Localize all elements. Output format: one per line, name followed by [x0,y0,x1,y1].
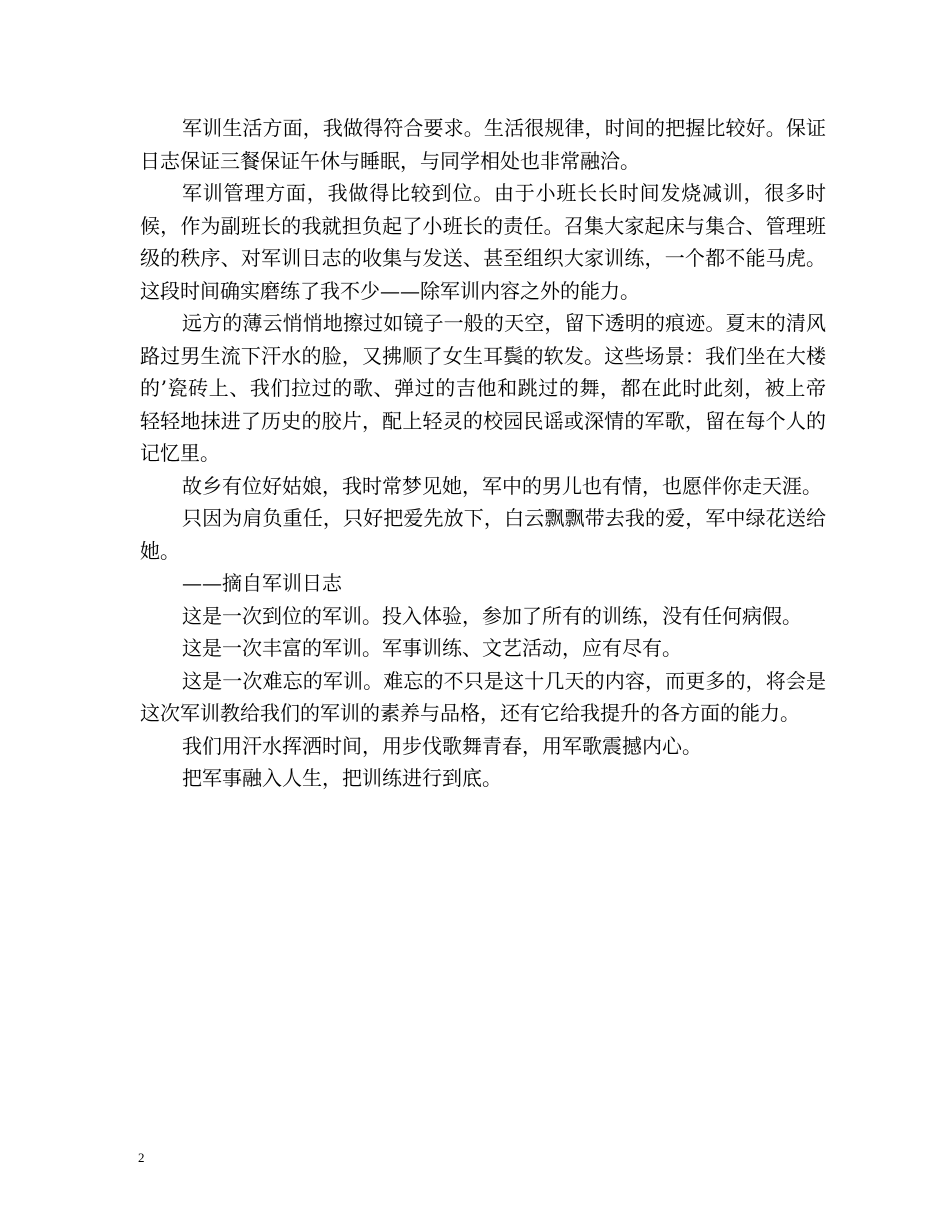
paragraph-life: 军训生活方面，我做得符合要求。生活很规律，时间的把握比较好。保证日志保证三餐保证午休与睡眠，与同学相处也非常融洽。 [140,116,826,173]
paragraph-summary-3: 这是一次难忘的军训。难忘的不只是这十几天的内容，而更多的，将会是这次军训教给我们的军训的素养与品格，还有它给我提升的各方面的能力。 [140,668,826,725]
paragraph-closing-1: 我们用汗水挥洒时间，用步伐歌舞青春，用军歌震撼内心。 [182,733,702,758]
paragraph-summary-1: 这是一次到位的军训。投入体验，参加了所有的训练，没有任何病假。 [182,603,802,628]
document-body [140,112,826,795]
paragraph-closing-2: 把军事融入人生，把训练进行到底。 [182,766,502,790]
paragraph-scenery: 远方的薄云悄悄地擦过如镜子一般的天空，留下透明的痕迹。夏末的清风路过男生流下汗水的脸，又拂顺了女生耳鬓的软发。这些场景：我们坐在大楼的’瓷砖上、我们拉过的歌、弹过的吉他和跳过的舞，都在此时此刻，被上帝轻轻地抹进了历史的胶片，配上轻灵的校园民谣或深情的军歌，留在每个人的记忆里。 [140,311,826,465]
paragraph-song-verse-1: 故乡有位好姑娘，我时常梦见她，军中的男儿也有情，也愿伴你走天涯。 [182,473,822,498]
paragraph-song-verse-2: 只因为肩负重任，只好把爱先放下，白云飘飘带去我的爱，军中绿花送给她。 [140,506,826,563]
paragraph-summary-2: 这是一次丰富的军训。军事训练、文艺活动，应有尽有。 [182,636,682,660]
page-number: 2 [138,1150,145,1165]
paragraph-management: 军训管理方面，我做得比较到位。由于小班长长时间发烧减训，很多时候，作为副班长的我就担负起了小班长的责任。召集大家起床与集合、管理班级的秩序、对军训日志的收集与发送、甚至组织大家训练，一个都不能马虎。这段时间确实磨练了我不少——除军训内容之外的能力。 [140,181,826,303]
paragraph-source-note: ——摘自军训日志 [182,571,342,595]
